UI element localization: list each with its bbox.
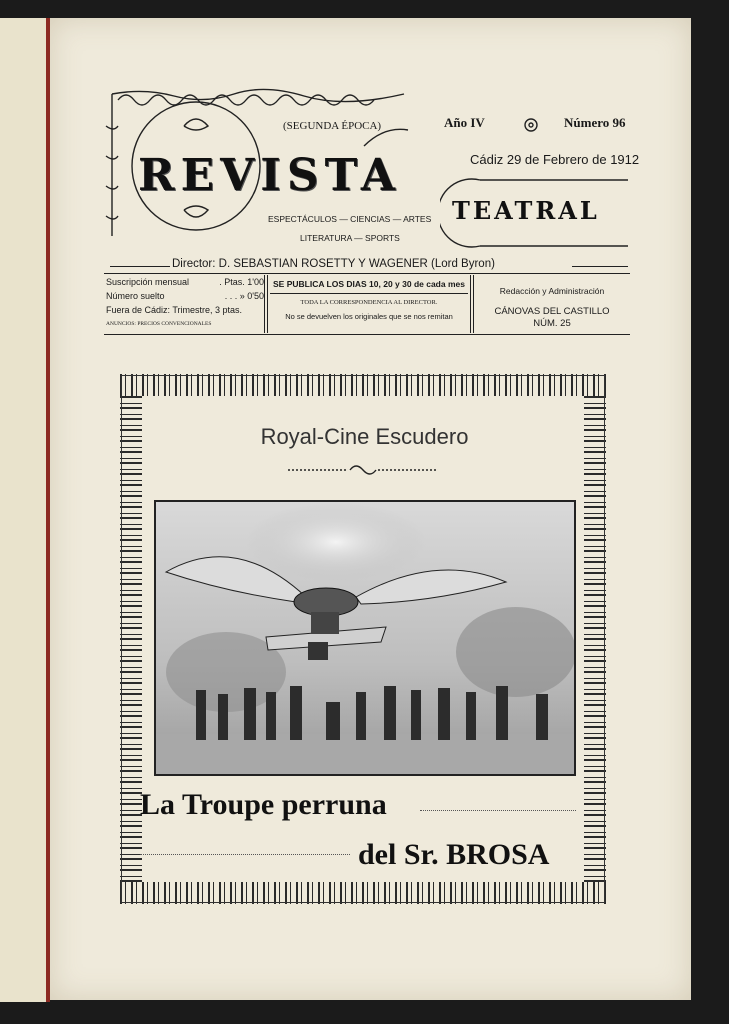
correspondence-note: TODA LA CORRESPONDENCIA AL DIRECTOR. [300, 299, 438, 306]
rule-left [110, 266, 170, 267]
rule-right [572, 266, 628, 267]
subscription-monthly-value: . Ptas. 1'00 [219, 277, 264, 287]
office-box [476, 284, 628, 330]
subjects-line-2: LITERATURA — SPORTS [300, 233, 400, 243]
info-band-bottom-rule [104, 334, 630, 335]
director-line: Director: D. SEBASTIAN ROSETTY Y WAGENER (Lord Byron) [172, 258, 495, 270]
issue-date: Cádiz 29 de Febrero de 1912 [470, 152, 640, 167]
epoch-label: (SEGUNDA ÉPOCA) [283, 120, 382, 132]
divider [473, 275, 474, 333]
divider [470, 275, 471, 333]
subjects-line-1: ESPECTÁCULOS — CIENCIAS — ARTES [268, 214, 432, 224]
dotted-rule [140, 854, 350, 855]
publication-box [270, 277, 468, 324]
outside-cadiz-price: Fuera de Cádiz: Trimestre, 3 ptas. [106, 305, 243, 315]
issue-number: Número 96 [564, 115, 626, 130]
publication-schedule: SE PUBLICA LOS DIAS 10, 20 y 30 de cada mes [273, 279, 465, 289]
troupe-photograph [154, 500, 576, 776]
info-band-top-rule [104, 273, 630, 274]
headline-line-1: La Troupe perruna [140, 788, 387, 821]
office-street: CÁNOVAS DEL CASTILLO [494, 306, 610, 317]
title-flourish [288, 462, 438, 478]
flying-machine-illustration [156, 502, 574, 774]
headline-line-2: del Sr. BROSA [358, 838, 550, 871]
seal-icon [522, 116, 540, 134]
office-heading: Redacción y Administración [499, 286, 605, 296]
venue-title: Royal-Cine Escudero [260, 424, 469, 449]
subscription-box [106, 275, 264, 331]
masthead-title-teatral: TEATRAL [452, 196, 600, 225]
ads-note: ANUNCIOS: PRECIOS CONVENCIONALES [106, 321, 212, 327]
office-number: NÚM. 25 [533, 318, 571, 329]
single-issue-label: Número suelto [106, 291, 165, 301]
originals-note: No se devuelven los originales que se nos remitan [285, 312, 453, 321]
masthead-title: REVISTA [138, 150, 402, 201]
divider [264, 275, 265, 333]
subscription-monthly-label: Suscripción mensual [106, 277, 190, 287]
dotted-rule [420, 810, 576, 811]
single-issue-value: . . . » 0'50 [224, 291, 264, 301]
year-label: Año IV [444, 115, 485, 130]
divider [267, 275, 268, 333]
left-page-edge [0, 18, 48, 1002]
